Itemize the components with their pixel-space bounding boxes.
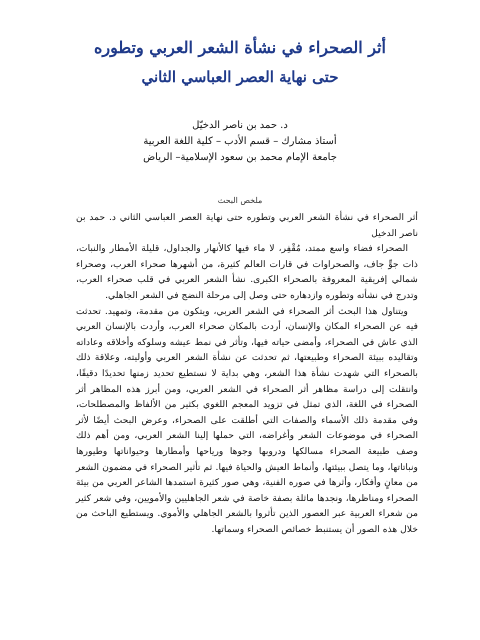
author-university: جامعة الإمام محمد بن سعود الإسلامية– الرياض bbox=[143, 152, 337, 163]
author-position: أستاذ مشارك – قسم الأدب – كلية اللغة العربية bbox=[143, 136, 337, 147]
document-title: أثر الصحراء في نشأة الشعر العربي وتطوره bbox=[94, 38, 386, 57]
author-name: د. حمد بن ناصر الدخيّل bbox=[192, 120, 288, 131]
abstract-paragraph-2: الصحراء فضاء واسع ممتد، مُقْفِر، لا ماء فيها كالأنهار والجداول، قليلة الأمطار والنبات، ذات جوٍّ جاف، والصحراوات في قارات العالم كثيرة، من أشهرها صحراء العرب، وصحراء شمالي إفريقية المعروفة بالصحراء الكبرى. نشأ الشعر العربي في قلب صحراء العرب، وتدرج في نشأته وتطوره وازدهاره حتى وصل إلى مرحلة النضج في الشعر الجاهلي. bbox=[76, 243, 418, 301]
abstract-paragraph-3: ويتناول هذا البحث أثر الصحراء في الشعر العربي، ويتكون من مقدمة، وتمهيد. تحدثت فيه عن الصحراء المكان والإنسان، أردت بالمكان صحراء العرب، وأردت بالإنسان العربي الذي عاش في الصحراء، وأمضى حياته فيها، وتأثر في نمط عيشه وسلوكه وأخلاقه وعاداته وتقاليده ببيئة الصحراء وطبيعتها، ثم تحدثت عن نشأة الشعر العربي وأوليته، وعلاقة ذلك بالصحراء التي شهدت نشأة هذا الشعر، وهي بداية لا نستطيع تحديد زمنها تحديدًا دقيقًا، وانتقلت إلى دراسة مظاهر أثر الصحراء في الشعر العربي، ومن أبرز هذه المظاهر أثر الصحراء في اللغة، الذي تمثل في تزويد المعجم اللغوي بكثير من الألفاظ والمصطلحات، وفي مقدمة ذلك الأسماء والصفات التي أطلقت على الصحراء، وعرض البحث أيضًا لأثر الصحراء في موضوعات الشعر وأغراضه، التي حملها إلينا الشعر العربي، ومن أهم ذلك وصف طبيعة الصحراء مسالكها ودروبها وجوها ورياحها وأمطارها وحيواناتها وطيورها ونباتاتها، وما يتصل ببيئتها، وأنماط العيش والحياة فيها. ثم تأثير الصحراء في مضمون الشعر من معانٍ وأفكار، وأثرها في صوره الفنية، وهي صور كثيرة استمدها الشاعر العربي من بيئة الصحراء ومناظرها، ونجدها ماثلة بصفة خاصة في شعر الجاهليين والأمويين، وفي شعر كثير من شعراء العربية عبر العصور الذين تأثروا بالشعر الجاهلي والأموي. ويستطيع الباحث من خلال هذه الصور أن يستنبط خصائص الصحراء وسماتها. bbox=[76, 305, 418, 535]
abstract-heading: ملخص البحث bbox=[217, 196, 263, 205]
document-subtitle: حتى نهاية العصر العباسي الثاني bbox=[141, 68, 339, 86]
abstract-paragraph-1: أثر الصحراء في نشأة الشعر العربي وتطوره حتى نهاية العصر العباسي الثاني د. حمد بن ناصر الدخيل bbox=[76, 212, 418, 239]
abstract-body bbox=[76, 210, 418, 537]
